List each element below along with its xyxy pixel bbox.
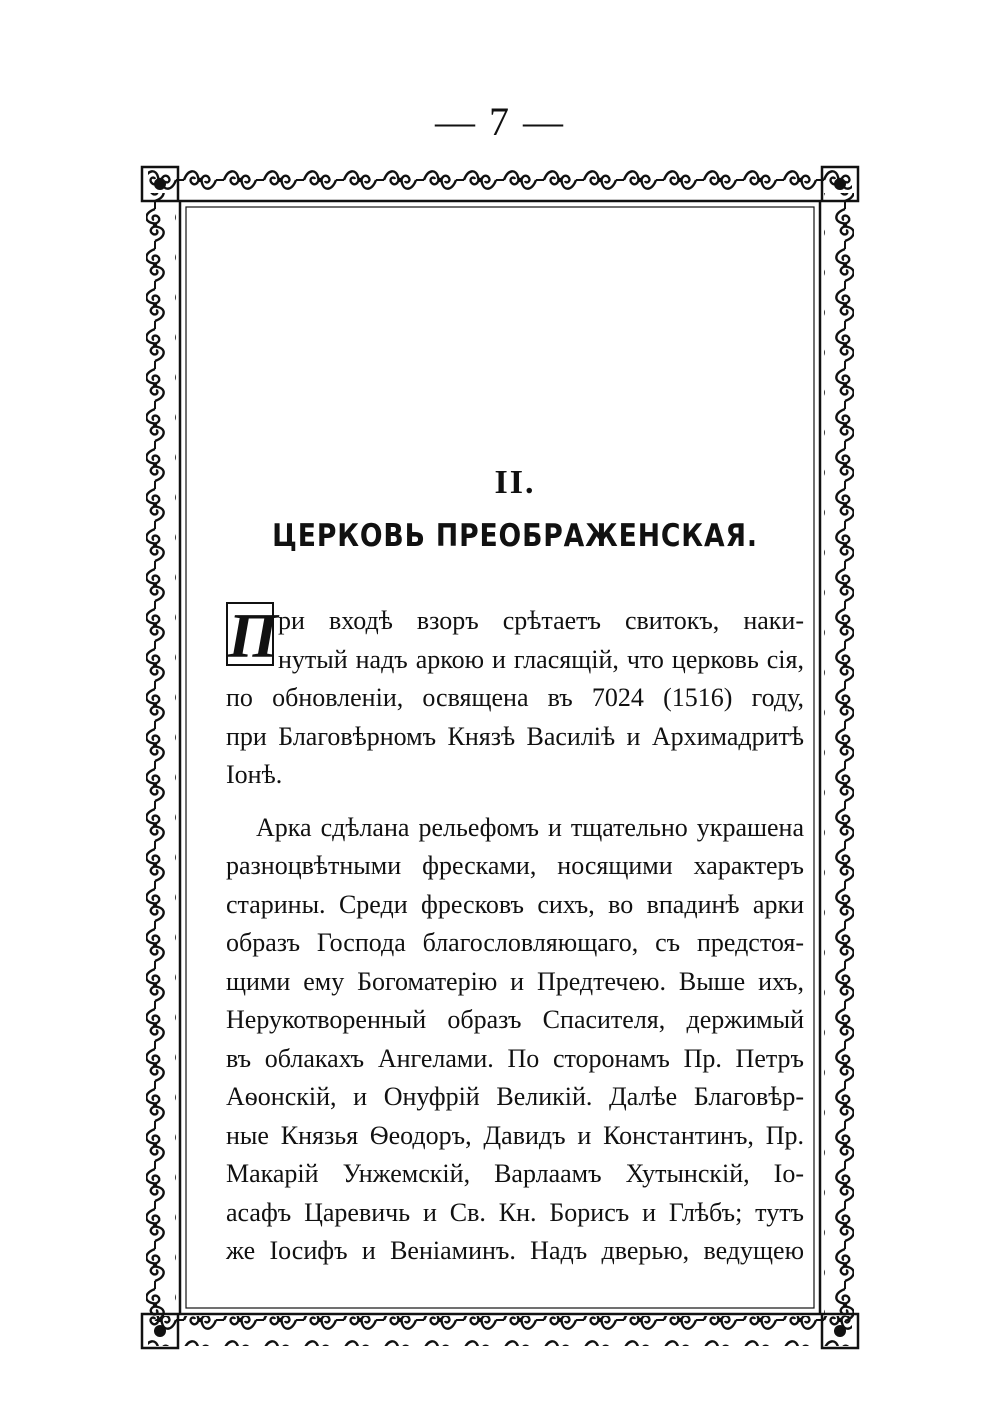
paragraph-line: Нерукотворенный образъ Спасителя, держимый — [226, 1005, 804, 1034]
paragraph-line: въ облакахъ Ангелами. По сторонамъ Пр. Петръ — [226, 1043, 804, 1073]
paragraph-2 — [226, 809, 804, 1271]
paragraph-line: Аѳонскій, и Онуфрій Великій. Далѣе Благовѣр- — [226, 1082, 804, 1111]
paragraph-line: же Іосифъ и Веніаминъ. Надъ дверью, ведущею — [226, 1236, 804, 1265]
paragraph-line: при Благовѣрномъ Князѣ Василіѣ и Архимадритѣ — [226, 721, 804, 751]
paragraph-line: старины. Среди фресковъ сихъ, во впадинѣ арки — [226, 889, 804, 919]
paragraph-line: образъ Господа благословляющаго, съ предстоя- — [226, 928, 804, 957]
paragraph-line: Іонѣ. — [226, 760, 283, 789]
paragraph-line: щими ему Богоматерію и Предтечею. Выше ихъ, — [226, 966, 804, 996]
section-title: ЦЕРКОВЬ ПРЕОБРАЖЕНСКАЯ. — [272, 518, 758, 554]
paragraph-line: асафъ Царевичь и Св. Кн. Борисъ и Глѣбъ; тутъ — [226, 1197, 804, 1227]
paragraph-line: разноцвѣтными фресками, носящими характеръ — [226, 851, 804, 880]
paragraph-line: ные Князья Ѳеодоръ, Давидъ и Константинъ, Пр. — [226, 1120, 804, 1150]
paragraph-line: Арка сдѣлана рельефомъ и тщательно украшена — [256, 812, 804, 842]
paragraph-line: ри входѣ взоръ срѣтаетъ свитокъ, наки- — [278, 606, 804, 635]
text-block — [226, 440, 804, 1271]
paragraph-line: нутый надъ аркою и гласящій, что церковь сія, — [278, 644, 804, 674]
drop-cap: П — [228, 600, 278, 671]
paragraph-line: по обновленіи, освящена въ 7024 (1516) году, — [226, 683, 804, 712]
paragraph-line: Макарій Унжемскій, Варлаамъ Хутынскій, Іо- — [226, 1159, 804, 1188]
section-number: II. — [494, 464, 536, 501]
paragraph-1 — [226, 602, 804, 795]
page-number: — 7 — — [435, 99, 565, 144]
